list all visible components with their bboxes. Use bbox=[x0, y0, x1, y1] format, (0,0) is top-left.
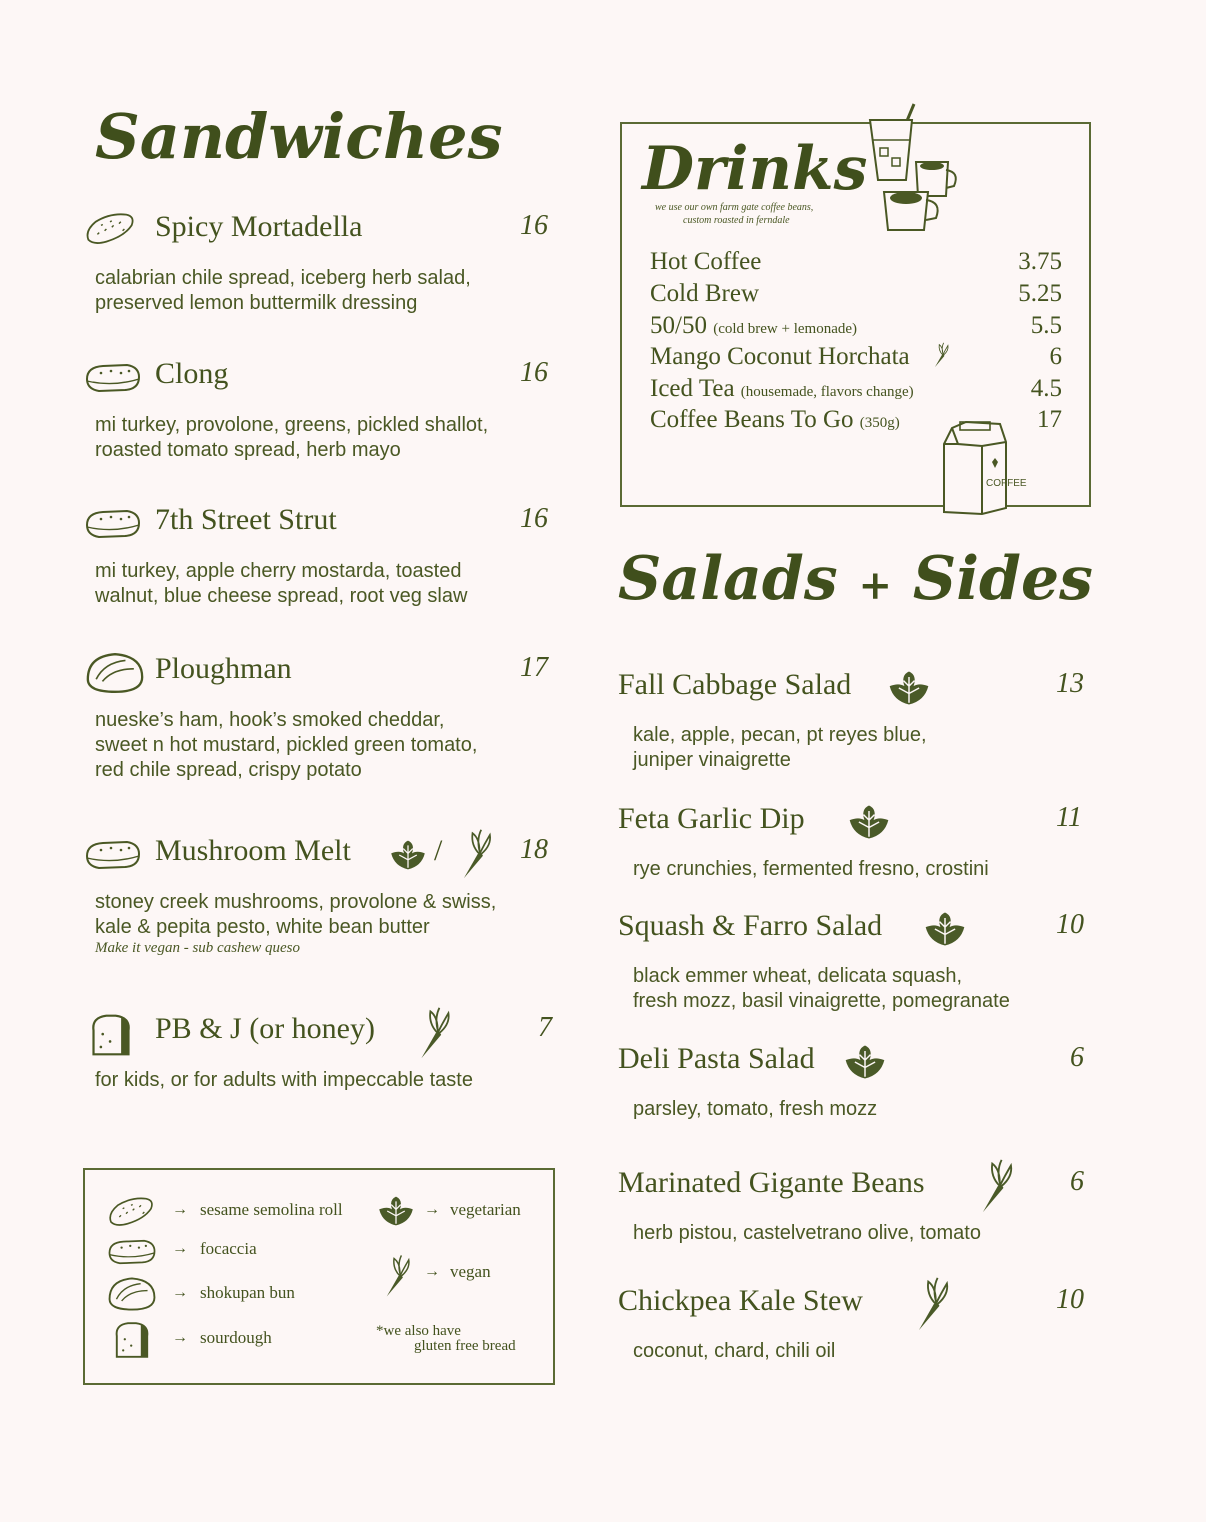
legend-gf-note-line1: *we also have bbox=[376, 1323, 461, 1339]
drink-name: 50/50 bbox=[650, 312, 707, 339]
vegan-carrot-icon bbox=[912, 1276, 952, 1332]
legend-vegan: vegan bbox=[450, 1262, 491, 1281]
salads-title-right: Sides bbox=[912, 544, 1093, 614]
description-line: mi turkey, provolone, greens, pickled shallot, bbox=[95, 414, 489, 436]
description-line: sweet n hot mustard, pickled green tomato, bbox=[95, 734, 478, 756]
sandwich-price: 7 bbox=[538, 1012, 552, 1043]
legend-shokupan-bun: shokupan bun bbox=[200, 1283, 295, 1302]
drink-name: Coffee Beans To Go bbox=[650, 406, 854, 433]
salad-description bbox=[633, 964, 1010, 1014]
sandwich-name: Clong bbox=[155, 357, 229, 390]
sesame-semolina-roll-icon bbox=[106, 1195, 156, 1229]
coffee-bag-icon bbox=[938, 418, 1027, 518]
vegetarian-leaf-icon bbox=[922, 909, 968, 949]
drink-row bbox=[650, 248, 1062, 276]
drink-price: 6 bbox=[1049, 343, 1062, 370]
description-line: parsley, tomato, fresh mozz bbox=[633, 1098, 878, 1120]
legend-arrow: → bbox=[424, 1263, 440, 1280]
vegetarian-leaf-icon bbox=[388, 838, 428, 872]
drink-name: Cold Brew bbox=[650, 280, 760, 307]
sandwiches-title: Sandwiches bbox=[95, 100, 503, 173]
diet-separator: / bbox=[434, 834, 443, 867]
coffee-cups-icon bbox=[864, 100, 964, 236]
legend-arrow: → bbox=[172, 1240, 188, 1257]
vegetarian-leaf-icon bbox=[376, 1194, 416, 1228]
sandwich-name: Mushroom Melt bbox=[155, 834, 351, 867]
drink-detail: (350g) bbox=[859, 415, 900, 431]
sandwich-name: Ploughman bbox=[155, 652, 292, 685]
sandwich-price: 16 bbox=[520, 210, 548, 241]
salad-price: 10 bbox=[1056, 1284, 1084, 1315]
salad-description bbox=[633, 1339, 835, 1364]
drink-name: Hot Coffee bbox=[650, 248, 762, 275]
sandwich-description bbox=[95, 708, 477, 783]
sourdough-icon bbox=[110, 1320, 154, 1360]
salads-title bbox=[618, 544, 1093, 614]
sandwich-price: 18 bbox=[520, 834, 548, 865]
drink-name: Mango Coconut Horchata bbox=[650, 343, 910, 370]
drinks-subtitle-line2: custom roasted in ferndale bbox=[683, 215, 790, 226]
salad-description bbox=[633, 1221, 981, 1246]
drink-row bbox=[650, 343, 1062, 371]
vegan-carrot-icon bbox=[382, 1254, 412, 1298]
vegan-carrot-icon bbox=[932, 342, 950, 368]
focaccia-icon bbox=[83, 507, 143, 541]
vegan-carrot-icon bbox=[456, 828, 496, 880]
drink-price: 17 bbox=[1037, 406, 1062, 433]
description-line: red chile spread, crispy potato bbox=[95, 759, 362, 781]
drink-row bbox=[650, 312, 1062, 340]
salad-name: Deli Pasta Salad bbox=[618, 1042, 815, 1075]
sandwich-description bbox=[95, 413, 488, 463]
salad-description bbox=[633, 1097, 877, 1122]
focaccia-icon bbox=[106, 1237, 158, 1267]
legend-arrow: → bbox=[172, 1201, 188, 1218]
vegan-carrot-icon bbox=[414, 1006, 454, 1060]
description-line: rye crunchies, fermented fresno, crostini bbox=[633, 858, 989, 880]
description-line: kale, apple, pecan, pt reyes blue, bbox=[633, 724, 927, 746]
salad-price: 11 bbox=[1056, 802, 1082, 833]
sourdough-icon bbox=[86, 1012, 136, 1058]
vegetarian-leaf-icon bbox=[842, 1042, 888, 1082]
description-line: calabrian chile spread, iceberg herb salad, bbox=[95, 267, 471, 289]
salad-name: Chickpea Kale Stew bbox=[618, 1284, 863, 1317]
sandwich-description bbox=[95, 1068, 473, 1093]
shokupan-bun-icon bbox=[83, 650, 147, 696]
legend-focaccia: focaccia bbox=[200, 1239, 257, 1258]
legend-sourdough: sourdough bbox=[200, 1328, 272, 1347]
description-line: fresh mozz, basil vinaigrette, pomegranate bbox=[633, 990, 1010, 1012]
salad-price: 13 bbox=[1056, 668, 1084, 699]
vegan-carrot-icon bbox=[976, 1158, 1016, 1214]
sandwich-price: 17 bbox=[520, 652, 548, 683]
salad-price: 10 bbox=[1056, 909, 1084, 940]
legend-arrow: → bbox=[172, 1284, 188, 1301]
legend-arrow: → bbox=[424, 1201, 440, 1218]
drink-row bbox=[650, 280, 1062, 308]
description-line: walnut, blue cheese spread, root veg slaw bbox=[95, 585, 468, 607]
description-line: for kids, or for adults with impeccable taste bbox=[95, 1069, 473, 1091]
description-line: kale & pepita pesto, white bean butter bbox=[95, 916, 430, 938]
sandwich-description bbox=[95, 266, 471, 316]
shokupan-bun-icon bbox=[106, 1275, 158, 1313]
drink-name: Iced Tea bbox=[650, 375, 735, 402]
salad-description bbox=[633, 723, 927, 773]
vegetarian-leaf-icon bbox=[886, 668, 932, 708]
drink-price: 5.25 bbox=[1018, 280, 1062, 307]
drink-row bbox=[650, 375, 1062, 403]
sandwich-description bbox=[95, 559, 467, 609]
description-line: coconut, chard, chili oil bbox=[633, 1340, 836, 1362]
description-line: herb pistou, castelvetrano olive, tomato bbox=[633, 1222, 981, 1244]
salad-name: Fall Cabbage Salad bbox=[618, 668, 852, 701]
drink-detail: (cold brew + lemonade) bbox=[713, 321, 858, 337]
vegetarian-leaf-icon bbox=[846, 802, 892, 842]
description-line: black emmer wheat, delicata squash, bbox=[633, 965, 963, 987]
legend-arrow: → bbox=[172, 1329, 188, 1346]
sandwich-description bbox=[95, 890, 496, 940]
drink-price: 5.5 bbox=[1030, 312, 1062, 339]
salad-name: Squash & Farro Salad bbox=[618, 909, 883, 942]
vegan-option-note: Make it vegan - sub cashew queso bbox=[95, 940, 300, 956]
salads-title-left: Salads bbox=[618, 544, 838, 614]
sesame-semolina-roll-icon bbox=[83, 210, 137, 248]
legend-gf-note-line2: gluten free bread bbox=[414, 1338, 516, 1354]
description-line: preserved lemon buttermilk dressing bbox=[95, 292, 418, 314]
description-line: roasted tomato spread, herb mayo bbox=[95, 439, 401, 461]
description-line: juniper vinaigrette bbox=[633, 749, 791, 771]
salad-price: 6 bbox=[1070, 1042, 1084, 1073]
sandwich-name: 7th Street Strut bbox=[155, 503, 337, 536]
salad-name: Marinated Gigante Beans bbox=[618, 1166, 925, 1199]
drinks-subtitle-line1: we use our own farm gate coffee beans, bbox=[655, 202, 814, 213]
drink-price: 4.5 bbox=[1030, 375, 1062, 402]
drink-detail: (housemade, flavors change) bbox=[740, 384, 914, 400]
sandwich-name: Spicy Mortadella bbox=[155, 210, 363, 243]
focaccia-icon bbox=[83, 838, 143, 872]
description-line: stoney creek mushrooms, provolone & swiss, bbox=[95, 891, 497, 913]
description-line: mi turkey, apple cherry mostarda, toasted bbox=[95, 560, 462, 582]
salad-price: 6 bbox=[1070, 1166, 1084, 1197]
sandwich-price: 16 bbox=[520, 503, 548, 534]
salad-name: Feta Garlic Dip bbox=[618, 802, 805, 835]
legend-sesame-semolina-roll: sesame semolina roll bbox=[200, 1200, 343, 1219]
description-line: nueske’s ham, hook’s smoked cheddar, bbox=[95, 709, 445, 731]
sandwich-price: 16 bbox=[520, 357, 548, 388]
focaccia-icon bbox=[83, 361, 143, 395]
salad-description bbox=[633, 857, 989, 882]
drinks-title: Drinks bbox=[642, 134, 868, 204]
drink-price: 3.75 bbox=[1018, 248, 1062, 275]
coffee-bag-label: COFFEE bbox=[986, 478, 1027, 489]
sandwich-name: PB & J (or honey) bbox=[155, 1012, 375, 1045]
legend-vegetarian: vegetarian bbox=[450, 1200, 521, 1219]
salads-title-plus: + bbox=[858, 562, 893, 609]
